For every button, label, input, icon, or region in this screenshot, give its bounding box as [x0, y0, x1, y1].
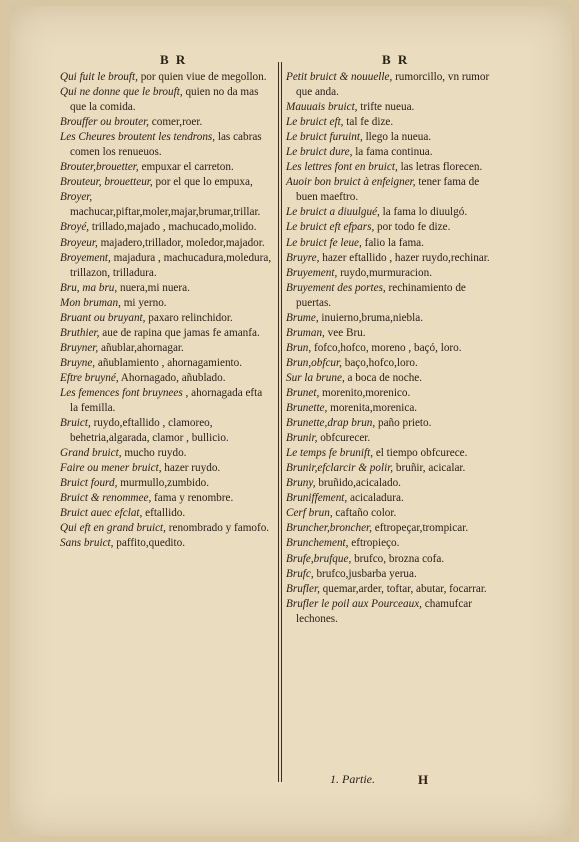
entry-translation: morenita,morenica. — [327, 402, 418, 415]
dictionary-entry — [60, 85, 272, 115]
entry-translation: trillado,majado , machucado,molido. — [89, 221, 257, 234]
entry-translation: mucho ruydo. — [121, 447, 187, 460]
entry-headword: Bruict fourd, — [60, 477, 118, 490]
dictionary-entry — [286, 567, 500, 582]
entry-translation: hazer ruydo. — [161, 462, 221, 475]
entry-headword: Bruict, — [60, 417, 91, 430]
entry-translation: majadura , machucadura,moledura, trillazon, trilladura. — [70, 251, 272, 279]
entry-translation: obfcurecer. — [317, 432, 371, 445]
entry-headword: Bruyement des portes, — [286, 281, 386, 294]
entry-headword: Bruman, — [286, 326, 325, 339]
dictionary-entry — [286, 416, 500, 431]
column-rule — [281, 62, 282, 782]
dictionary-entry — [286, 506, 500, 521]
entry-translation: rechinamiento de puertas. — [296, 281, 466, 309]
entry-headword: Brunir, — [286, 432, 318, 445]
entry-headword: Brunette, — [286, 402, 328, 415]
entry-headword: Auoir bon bruict à enfeigner, — [286, 176, 416, 189]
entry-headword: Sans bruict, — [60, 537, 114, 550]
entry-translation: acicaladura. — [347, 492, 404, 505]
entry-translation: hazer eftallido , hazer ruydo,rechinar. — [319, 251, 490, 264]
entry-translation: machucar,piftar,moler,majar,brumar,trillar. — [70, 206, 261, 219]
entry-headword: Brunette,drap brun, — [286, 417, 376, 430]
running-header-left: B R — [160, 52, 188, 67]
entry-headword: Mauuais bruict, — [286, 101, 358, 114]
dictionary-entry — [60, 386, 272, 416]
entry-translation: falio la fama. — [361, 236, 424, 249]
entry-headword: Petit bruict & nouuelle, — [286, 71, 393, 83]
dictionary-entry — [286, 281, 500, 311]
entry-translation: paño prieto. — [375, 417, 432, 430]
entry-translation: a boca de noche. — [344, 371, 423, 384]
dictionary-entry — [286, 175, 500, 205]
entry-translation: eftropeçar,trompicar. — [371, 522, 469, 535]
dictionary-entry — [286, 115, 500, 130]
right-column — [286, 70, 500, 627]
entry-translation: la fama lo diuulgó. — [379, 206, 468, 219]
dictionary-entry — [60, 416, 272, 446]
entry-headword: Brouffer ou brouter, — [60, 116, 149, 129]
dictionary-entry — [286, 536, 500, 551]
entry-headword: Brufe,brufque, — [286, 552, 352, 565]
dictionary-entry — [60, 160, 272, 175]
entry-headword: Bruict & renommee, — [60, 492, 152, 505]
entry-headword: Bruniffement, — [286, 492, 348, 505]
dictionary-entry — [60, 281, 272, 296]
entry-translation: baço,hofco,loro. — [341, 356, 418, 369]
book-page — [10, 6, 572, 836]
dictionary-entry — [286, 597, 500, 627]
entry-translation: bruñir, acicalar. — [393, 462, 466, 475]
entry-translation: fofco,hofco, moreno , baçó, loro. — [311, 341, 462, 354]
entry-headword: Brun, — [286, 341, 312, 354]
dictionary-entry — [286, 401, 500, 416]
entry-translation: Ahornagado, añublado. — [118, 371, 226, 384]
entry-headword: Cerf brun, — [286, 507, 333, 520]
entry-headword: Les femences font bruynees , — [60, 386, 189, 399]
dictionary-entry — [60, 311, 272, 326]
entry-headword: Le bruict eft, — [286, 116, 344, 129]
entry-translation: majadero,trillador, moledor,majador. — [97, 236, 265, 249]
entry-headword: Brun,obfcur, — [286, 356, 342, 369]
dictionary-entry — [286, 461, 500, 476]
entry-translation: morenito,morenico. — [319, 386, 411, 399]
entry-translation: paxaro relinchidor. — [145, 311, 233, 324]
dictionary-entry — [60, 446, 272, 461]
entry-headword: Faire ou mener bruict, — [60, 462, 162, 475]
entry-headword: Qui eft en grand bruict, — [60, 522, 166, 535]
entry-translation: por todo fe dize. — [374, 221, 451, 234]
entry-headword: Le bruict a diuulgué, — [286, 206, 380, 219]
entry-translation: fama y renombre. — [151, 492, 234, 505]
entry-translation: tener fama de buen maeftro. — [296, 176, 480, 204]
entry-headword: Brunet, — [286, 386, 320, 399]
entry-translation: caftaño color. — [332, 507, 397, 520]
dictionary-entry — [60, 506, 272, 521]
entry-headword: Le temps fe brunift, — [286, 447, 374, 460]
dictionary-entry — [286, 371, 500, 386]
dictionary-entry — [60, 130, 272, 160]
entry-translation: por quien viue de megollon. — [137, 71, 267, 83]
dictionary-entry — [286, 311, 500, 326]
entry-headword: Brunchement, — [286, 537, 349, 550]
entry-translation: añublamiento , ahornagamiento. — [95, 356, 243, 369]
dictionary-entry — [60, 175, 272, 190]
entry-translation: vee Bru. — [324, 326, 366, 339]
entry-headword: Les Cheures broutent les tendrons, — [60, 131, 216, 144]
dictionary-entry — [286, 266, 500, 281]
entry-translation: ruydo,eftallido , clamoreo, behetria,algarada, clamor , bullicio. — [70, 417, 229, 445]
entry-headword: Brufler, — [286, 582, 320, 595]
dictionary-entry — [286, 341, 500, 356]
entry-translation: brufco, brozna cofa. — [351, 552, 445, 565]
entry-translation: eftallido. — [142, 507, 186, 520]
dictionary-entry — [60, 190, 272, 220]
entry-translation: eftropieço. — [348, 537, 400, 550]
dictionary-entry — [286, 446, 500, 461]
entry-translation: por el que lo empuxa, — [152, 176, 253, 189]
entry-headword: Brume, — [286, 311, 319, 324]
entry-translation: el tiempo obfcurece. — [373, 447, 468, 460]
entry-headword: Bruncher,broncher, — [286, 522, 372, 535]
dictionary-entry — [60, 356, 272, 371]
entry-headword: Sur la brune, — [286, 371, 345, 384]
entry-headword: Broyeur, — [60, 236, 98, 249]
entry-headword: Bru, ma bru, — [60, 281, 118, 294]
entry-headword: Bruyne, — [60, 356, 96, 369]
dictionary-entry — [60, 491, 272, 506]
entry-headword: Bruyement, — [286, 266, 338, 279]
entry-translation: la fama continua. — [352, 146, 433, 159]
dictionary-entry — [286, 582, 500, 597]
dictionary-entry — [60, 341, 272, 356]
entry-translation: las letras florecen. — [397, 161, 483, 174]
entry-headword: Brouter,brouetter, — [60, 161, 139, 174]
entry-headword: Bruyner, — [60, 341, 99, 354]
entry-translation: llego la nueua. — [362, 131, 432, 144]
dictionary-entry — [60, 521, 272, 536]
entry-headword: Brunir,efclarcir & polir, — [286, 462, 394, 475]
entry-headword: Broyement, — [60, 251, 111, 264]
entry-headword: Le bruict fe leue, — [286, 236, 362, 249]
entry-headword: Bruthier, — [60, 326, 100, 339]
entry-translation: murmullo,zumbido. — [117, 477, 210, 490]
dictionary-entry — [286, 386, 500, 401]
entry-headword: Qui ne donne que le brouft, — [60, 86, 183, 99]
dictionary-entry — [60, 371, 272, 386]
entry-translation: quien no da mas que la comida. — [70, 86, 259, 114]
entry-headword: Les lettres font en bruict, — [286, 161, 398, 174]
entry-headword: Qui fuit le brouft, — [60, 71, 138, 83]
entry-headword: Brouteur, brouetteur, — [60, 176, 153, 189]
dictionary-entry — [60, 236, 272, 251]
running-header-right: B R — [382, 52, 410, 67]
entry-translation: empuxar el carreton. — [138, 161, 234, 174]
entry-translation: renombrado y famofo. — [165, 522, 270, 535]
entry-translation: ahornagada efta la femilla. — [70, 386, 263, 415]
dictionary-entry — [60, 476, 272, 491]
entry-translation: ruydo,murmuracion. — [337, 266, 433, 279]
dictionary-entry — [60, 70, 272, 85]
entry-headword: Broyer, — [60, 191, 93, 204]
dictionary-entry — [286, 236, 500, 251]
entry-headword: Le bruict dure, — [286, 146, 353, 159]
dictionary-entry — [286, 431, 500, 446]
entry-translation: aue de rapina que jamas fe amanfa. — [99, 326, 260, 339]
entry-translation: mi yerno. — [120, 296, 167, 309]
entry-headword: Brufler le poil aux Pourceaux, — [286, 597, 422, 610]
dictionary-entry — [60, 115, 272, 130]
entry-translation: chamufcar lechones. — [296, 597, 472, 625]
entry-headword: Mon bruman, — [60, 296, 121, 309]
dictionary-entry — [286, 491, 500, 506]
entry-headword: Bruyre, — [286, 251, 320, 264]
dictionary-entry — [286, 160, 500, 175]
dictionary-entry — [286, 356, 500, 371]
entry-translation: tal fe dize. — [343, 116, 394, 129]
column-rule — [278, 62, 279, 782]
entry-headword: Bruict auec efclat, — [60, 507, 143, 520]
dictionary-entry — [286, 145, 500, 160]
entry-translation: trifte nueua. — [357, 101, 415, 114]
entry-headword: Grand bruict, — [60, 447, 122, 460]
left-column — [60, 70, 272, 552]
dictionary-entry — [286, 251, 500, 266]
dictionary-entry — [286, 100, 500, 115]
dictionary-entry — [60, 326, 272, 341]
entry-translation: bruñido,acicalado. — [315, 477, 401, 490]
dictionary-entry — [60, 461, 272, 476]
entry-headword: Le bruict eft efpars, — [286, 221, 375, 234]
entry-headword: Broyé, — [60, 221, 90, 234]
entry-headword: Bruant ou bruyant, — [60, 311, 146, 324]
dictionary-entry — [60, 536, 272, 551]
entry-translation: añublar,ahornagar. — [98, 341, 184, 354]
dictionary-entry — [286, 552, 500, 567]
dictionary-entry — [286, 205, 500, 220]
dictionary-entry — [60, 220, 272, 235]
dictionary-entry — [286, 220, 500, 235]
entry-translation: las cabras comen los renueuos. — [70, 131, 262, 159]
part-label: 1. Partie. — [330, 772, 375, 786]
dictionary-entry — [286, 476, 500, 491]
entry-translation: brufco,jusbarba yerua. — [313, 567, 417, 580]
dictionary-entry — [286, 521, 500, 536]
entry-translation: inuierno,bruma,niebla. — [318, 311, 424, 324]
dictionary-entry — [286, 130, 500, 145]
entry-headword: Bruny, — [286, 477, 316, 490]
entry-headword: Eftre bruyné, — [60, 371, 119, 384]
entry-translation: nuera,mi nuera. — [117, 281, 190, 294]
entry-headword: Brufc, — [286, 567, 314, 580]
dictionary-entry — [60, 251, 272, 281]
entry-translation: comer,roer. — [148, 116, 203, 129]
dictionary-entry — [286, 326, 500, 341]
entry-translation: rumorcillo, vn rumor que anda. — [296, 71, 490, 99]
entry-translation: paffito,quedito. — [113, 537, 186, 550]
entry-headword: Le bruict furuint, — [286, 131, 363, 144]
dictionary-entry — [60, 296, 272, 311]
entry-translation: quemar,arder, toftar, abutar, focarrar. — [319, 582, 487, 595]
dictionary-entry — [286, 70, 500, 100]
signature-mark: H — [418, 772, 429, 787]
